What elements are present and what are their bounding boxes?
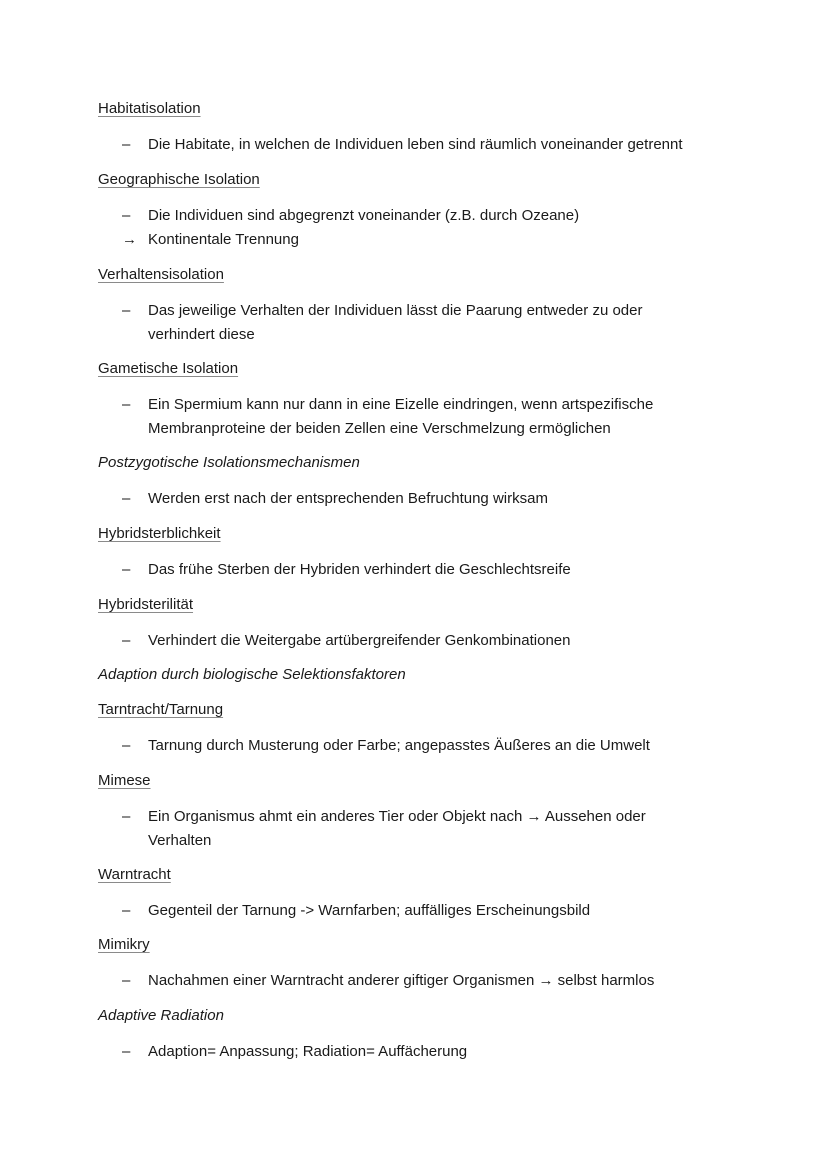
dash-marker: – xyxy=(122,396,131,413)
section-heading-gametische-isolation: Gametische Isolation xyxy=(98,360,239,377)
dash-marker: – xyxy=(122,972,131,989)
section-heading-hybridsterblichkeit: Hybridsterblichkeit xyxy=(98,525,221,542)
bullet-text: Kontinentale Trennung xyxy=(148,231,299,248)
dash-marker: – xyxy=(122,808,131,825)
dash-marker: – xyxy=(122,490,131,507)
section-heading-geographische-isolation: Geographische Isolation xyxy=(98,171,260,188)
section-heading-hybridsterilitaet: Hybridsterilität xyxy=(98,596,194,613)
section-heading-tarntracht: Tarntracht/Tarnung xyxy=(98,701,224,718)
section-heading-verhaltensisolation: Verhaltensisolation xyxy=(98,266,224,283)
bullet-text: Die Habitate, in welchen de Individuen leben sind räumlich voneinander getrennt xyxy=(148,136,683,153)
bullet-text: Ein Spermium kann nur dann in eine Eizelle eindringen, wenn artspezifische Membranproteine der beiden Zellen eine Verschmelzung ermöglichen xyxy=(148,396,654,437)
dash-marker: – xyxy=(122,632,131,649)
section-heading-adaptive-radiation: Adaptive Radiation xyxy=(98,1007,224,1024)
section-heading-mimese: Mimese xyxy=(98,772,151,789)
dash-marker: – xyxy=(122,207,131,224)
section-heading-habitatisolation: Habitatisolation xyxy=(98,100,201,117)
dash-marker: – xyxy=(122,561,131,578)
bullet-text: Das jeweilige Verhalten der Individuen lässt die Paarung entweder zu oder verhindert diese xyxy=(148,302,643,343)
dash-marker: – xyxy=(122,302,131,319)
bullet-text: Adaption= Anpassung; Radiation= Auffächerung xyxy=(148,1043,468,1060)
dash-marker: – xyxy=(122,902,131,919)
bullet-text: Das frühe Sterben der Hybriden verhindert die Geschlechtsreife xyxy=(148,561,571,578)
bullet-text: Nachahmen einer Warntracht anderer giftiger Organismen → selbst harmlos xyxy=(148,972,655,989)
section-heading-warntracht: Warntracht xyxy=(98,866,171,883)
bullet-text: Verhindert die Weitergabe artübergreifender Genkombinationen xyxy=(148,632,571,649)
bullet-text: Gegenteil der Tarnung -> Warnfarben; auffälliges Erscheinungsbild xyxy=(148,902,591,919)
dash-marker: – xyxy=(122,136,131,153)
arrow-right-icon: → xyxy=(122,231,137,248)
bullet-text: Tarnung durch Musterung oder Farbe; angepasstes Äußeres an die Umwelt xyxy=(148,737,650,754)
dash-marker: – xyxy=(122,737,131,754)
section-heading-adaption-selektionsfaktoren: Adaption durch biologische Selektionsfaktoren xyxy=(98,666,406,683)
bullet-text: Werden erst nach der entsprechenden Befruchtung wirksam xyxy=(148,490,548,507)
bullet-text: Die Individuen sind abgegrenzt voneinander (z.B. durch Ozeane) xyxy=(148,207,580,224)
bullet-text: Ein Organismus ahmt ein anderes Tier oder Objekt nach → Aussehen oder Verhalten xyxy=(148,808,646,849)
section-heading-mimikry: Mimikry xyxy=(98,936,150,953)
section-heading-postzygotische-isolationsmechanismen: Postzygotische Isolationsmechanismen xyxy=(98,454,360,471)
dash-marker: – xyxy=(122,1043,131,1060)
